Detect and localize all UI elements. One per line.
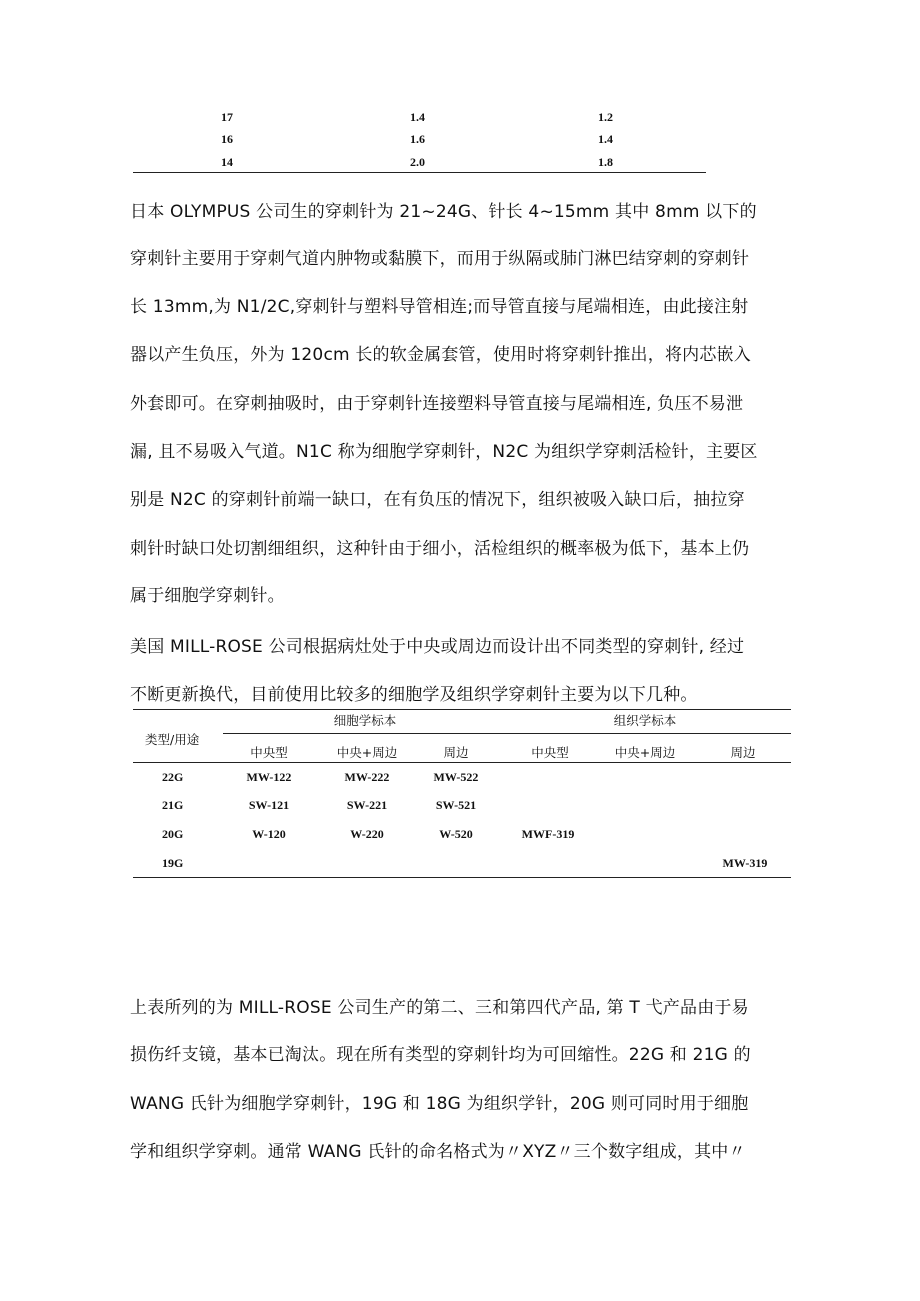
top-table-cell: 1.2 [598, 110, 613, 124]
table-cell: W-520 [439, 827, 473, 841]
paragraph-line: 穿刺针主要用于穿刺气道内肿物或黏膜下，而用于纵隔或肺门淋巴结穿刺的穿刺针 [130, 249, 750, 269]
paragraph-line: 日本 OLYMPUS 公司生的穿刺针为 21~24G、针长 4~15mm 其中 8mm 以下的 [130, 202, 757, 222]
top-table-cell: 17 [221, 110, 233, 124]
paragraph-line: 损伤纤支镜，基本已淘汰。现在所有类型的穿刺针均为可回缩性。22G 和 21G 的 [130, 1045, 751, 1065]
top-table-bottom-rule [133, 172, 706, 173]
top-table-cell: 1.4 [410, 110, 425, 124]
paragraph-line: 上表所列的为 MILL-ROSE 公司生产的第二、三和第四代产品, 第 T 弋产品由于易 [130, 998, 749, 1018]
sub-header: 周边 [443, 745, 469, 760]
top-table-cell: 1.6 [410, 132, 425, 146]
sub-header: 周边 [730, 745, 756, 760]
row-type: 20G [162, 827, 184, 841]
paragraph-line: 外套即可。在穿刺抽吸时，由于穿刺针连接塑料导管直接与尾端相连, 负压不易泄 [130, 394, 744, 414]
paragraph-line: 漏, 且不易吸入气道。N1C 称为细胞学穿刺针，N2C 为组织学穿刺活检针，主要区 [130, 442, 758, 462]
paragraph-line: 长 13mm,为 N1/2C,穿刺针与塑料导管相连;而导管直接与尾端相连，由此接注射 [130, 297, 749, 317]
table-cell: SW-521 [435, 798, 477, 812]
table-cell: MW-222 [344, 770, 390, 784]
header-bottom-rule [133, 762, 791, 763]
row-type: 19G [162, 856, 184, 870]
group-header-histology: 组织学标本 [613, 713, 677, 728]
group-divider-rule [223, 733, 791, 734]
type-header: 类型/用途 [145, 732, 200, 747]
sub-header: 中央+周边 [336, 745, 398, 760]
table-cell: W-220 [350, 827, 384, 841]
paragraph-line: 器以产生负压，外为 120cm 长的软金属套管，使用时将穿刺针推出，将内芯嵌入 [130, 345, 751, 365]
table-cell: MW-522 [433, 770, 479, 784]
row-type: 21G [162, 798, 184, 812]
paragraph-line: 美国 MILL-ROSE 公司根据病灶处于中央或周边而设计出不同类型的穿刺针, 经过 [130, 637, 745, 657]
top-table-cell: 1.4 [598, 132, 613, 146]
top-table-cell: 1.8 [598, 155, 613, 169]
top-table-cell: 16 [221, 132, 233, 146]
table-cell: W-120 [252, 827, 286, 841]
table-cell: MW-319 [722, 856, 768, 870]
top-table-cell: 14 [221, 155, 233, 169]
table-cell: SW-221 [346, 798, 388, 812]
group-header-cytology: 细胞学标本 [333, 713, 397, 728]
table-top-rule [133, 709, 791, 710]
table-cell: MW-122 [246, 770, 292, 784]
paragraph-line: 不断更新换代，目前使用比较多的细胞学及组织学穿刺针主要为以下几种。 [130, 685, 698, 705]
paragraph-line: 刺针时缺口处切割细组织，这种针由于细小，活检组织的概率极为低下，基本上仍 [130, 539, 750, 559]
paragraph-line: 属于细胞学穿刺针。 [130, 586, 285, 606]
table-cell: MWF-319 [521, 827, 575, 841]
paragraph-line: WANG 氏针为细胞学穿刺针，19G 和 18G 为组织学针，20G 则可同时用于细胞 [130, 1094, 749, 1114]
paragraph-line: 学和组织学穿刺。通常 WANG 氏针的命名格式为〃XYZ〃三个数字组成，其中〃 [130, 1142, 746, 1162]
sub-header: 中央+周边 [614, 745, 676, 760]
sub-header: 中央型 [531, 745, 569, 760]
sub-header: 中央型 [250, 745, 288, 760]
table-bottom-rule [133, 877, 791, 878]
paragraph-line: 别是 N2C 的穿刺针前端一缺口，在有负压的情况下，组织被吸入缺口后，抽拉穿 [130, 490, 745, 510]
top-table-cell: 2.0 [410, 155, 425, 169]
row-type: 22G [162, 770, 184, 784]
table-cell: SW-121 [248, 798, 290, 812]
